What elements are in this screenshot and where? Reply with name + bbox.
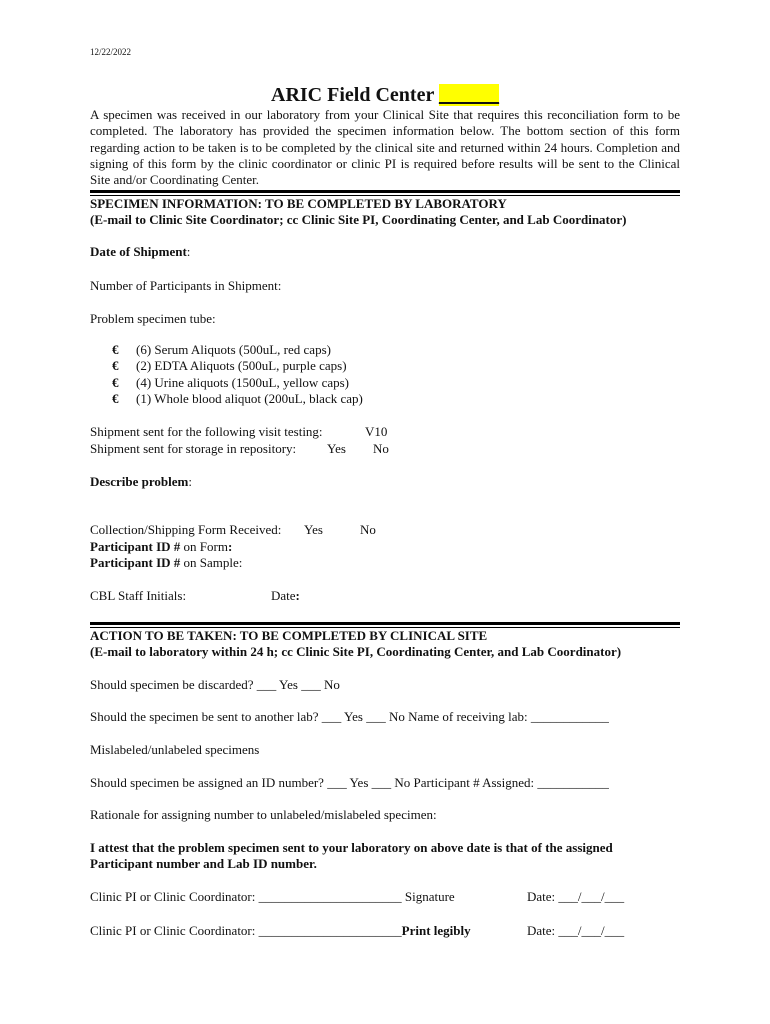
storage-no-option[interactable]: No: [373, 441, 389, 456]
pid-on-form-colon: :: [227, 539, 233, 554]
date-of-shipment-label: [90, 244, 190, 261]
tube-label: (4) Urine aliquots (1500uL, yellow caps): [136, 374, 350, 390]
print-name-date[interactable]: Date: ___/___/___: [527, 923, 625, 938]
visit-testing-value[interactable]: V10: [365, 424, 388, 439]
bullet-icon: €: [112, 374, 119, 390]
list-item[interactable]: [112, 391, 363, 407]
storage-label: Shipment sent for storage in repository:: [90, 441, 297, 456]
site-section-heading: ACTION TO BE TAKEN: TO BE COMPLETED BY CLINICAL SITE: [90, 628, 488, 643]
lab-section-heading: SPECIMEN INFORMATION: TO BE COMPLETED BY LABORATORY: [90, 196, 507, 211]
participants-in-shipment-label: Number of Participants in Shipment:: [90, 278, 282, 293]
date-of-shipment-text: Date of Shipment: [90, 244, 187, 259]
form-received-yes-option[interactable]: Yes: [304, 522, 323, 537]
section-divider-thick: [90, 190, 680, 193]
form-received-no-option[interactable]: No: [360, 522, 376, 537]
cbl-staff-initials-label: CBL Staff Initials:: [90, 588, 187, 603]
field-center-blank[interactable]: ______: [438, 84, 499, 106]
title-text: ARIC Field Center: [271, 84, 434, 106]
pid-on-form-label: [90, 539, 232, 556]
form-received-label: Collection/Shipping Form Received:: [90, 522, 282, 537]
visit-testing-label: Shipment sent for the following visit testing:: [90, 424, 323, 439]
page-title: [0, 84, 770, 107]
describe-problem-label: [90, 474, 192, 491]
cbl-date-text: Date: [271, 588, 296, 603]
list-item[interactable]: [112, 358, 363, 374]
describe-problem-text: Describe problem: [90, 474, 189, 489]
print-name-text: Clinic PI or Clinic Coordinator: ______________________: [90, 923, 402, 938]
pid-on-sample-bold: Participant ID #: [90, 555, 181, 570]
discard-question[interactable]: Should specimen be discarded? ___ Yes ___ No: [90, 677, 340, 692]
signature-line[interactable]: Clinic PI or Clinic Coordinator: ______________________ Signature: [90, 889, 455, 904]
bullet-icon: €: [112, 358, 119, 374]
form-date: 12/22/2022: [90, 47, 132, 57]
intro-paragraph: A specimen was received in our laboratory from your Clinical Site that requires this reconciliation form to be completed. The laboratory has provided the specimen information below. The bottom section of this form regarding action to be taken is to be completed by the clinical site and returned within 24 hours. Completion and signing of this form by the clinic coordinator or clinic PI is required before results will be sent to the Clinical Site and/or Coordinating Center.: [90, 107, 680, 188]
pid-on-sample-label: [90, 555, 242, 572]
list-item[interactable]: [112, 375, 363, 391]
rationale-label: Rationale for assigning number to unlabeled/mislabeled specimen:: [90, 807, 437, 822]
another-lab-question[interactable]: Should the specimen be sent to another lab? ___ Yes ___ No Name of receiving lab: ____________: [90, 709, 609, 724]
site-section-subheading: (E-mail to laboratory within 24 h; cc Clinic Site PI, Coordinating Center, and Lab Coordinator): [90, 644, 622, 659]
pid-on-sample-rest: on Sample:: [180, 555, 243, 570]
tube-list: [112, 342, 363, 407]
pid-on-form-rest: on Form: [180, 539, 228, 554]
tube-label: (6) Serum Aliquots (500uL, red caps): [136, 342, 331, 357]
mislabeled-label: Mislabeled/unlabeled specimens: [90, 742, 260, 757]
signature-date[interactable]: Date: ___/___/___: [527, 889, 625, 904]
tube-label: (2) EDTA Aliquots (500uL, purple caps): [136, 358, 347, 374]
pid-on-form-bold: Participant ID #: [90, 539, 181, 554]
print-legibly-label: Print legibly: [401, 923, 471, 938]
storage-yes-option[interactable]: Yes: [327, 441, 346, 456]
assign-id-question[interactable]: Should specimen be assigned an ID number? ___ Yes ___ No Participant # Assigned: ___________: [90, 775, 609, 790]
problem-tube-label: Problem specimen tube:: [90, 311, 216, 326]
section-divider-thick: [90, 622, 680, 625]
print-name-line[interactable]: [90, 923, 471, 940]
cbl-date-label: [271, 588, 300, 605]
tube-label: (1) Whole blood aliquot (200uL, black cap): [136, 390, 363, 406]
attestation-line-1: I attest that the problem specimen sent to your laboratory on above date is that of the assigned: [90, 840, 613, 855]
bullet-icon: €: [112, 342, 119, 357]
attestation-line-2: Participant number and Lab ID number.: [90, 856, 317, 871]
date-of-shipment-colon: :: [186, 244, 191, 259]
lab-section-subheading: (E-mail to Clinic Site Coordinator; cc Clinic Site PI, Coordinating Center, and Lab Coordinator): [90, 212, 627, 227]
bullet-icon: €: [112, 390, 119, 406]
cbl-date-colon: :: [295, 588, 300, 603]
list-item[interactable]: [112, 342, 363, 358]
describe-problem-colon: :: [188, 474, 192, 489]
